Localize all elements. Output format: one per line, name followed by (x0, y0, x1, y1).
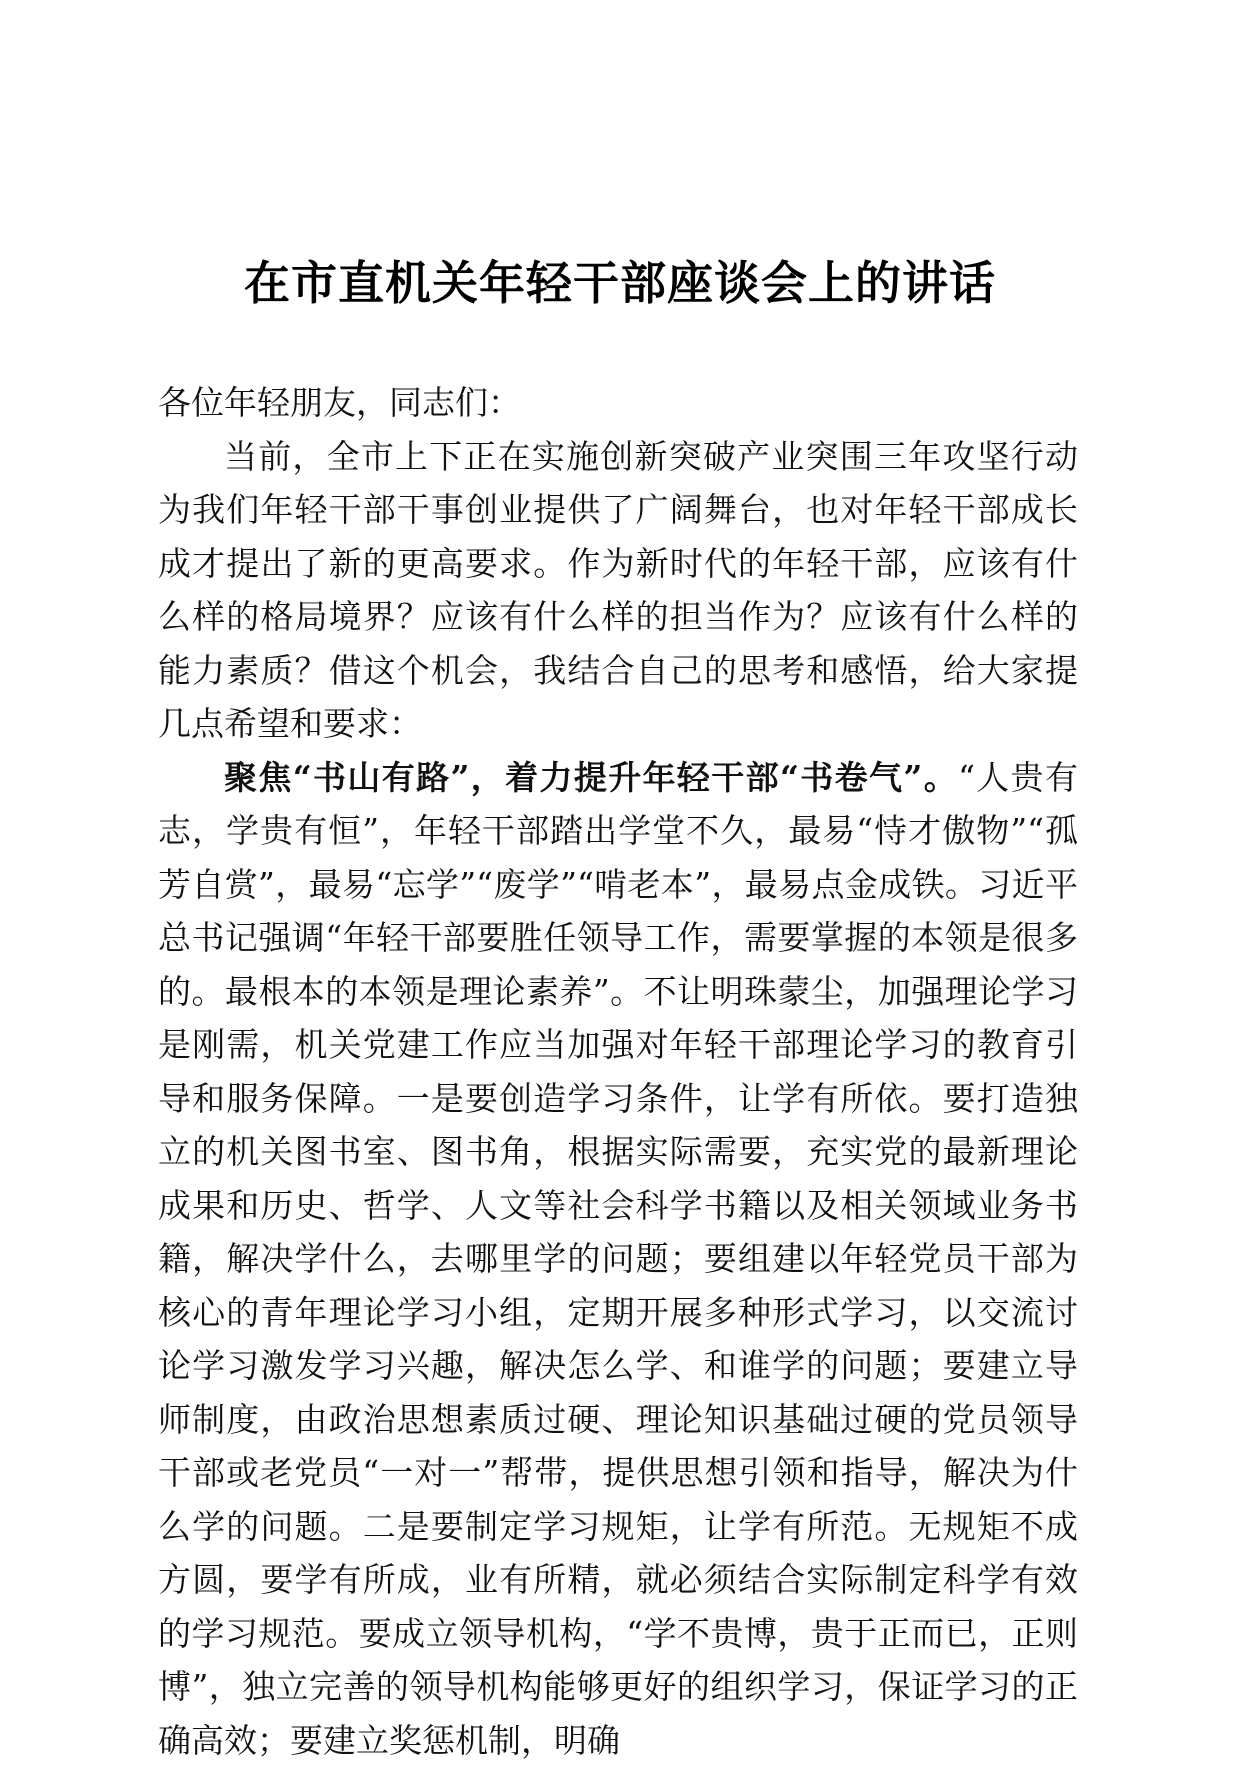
paragraph-section-one (158, 751, 1078, 1767)
section-heading: 聚焦“书山有路”，着力提升年轻干部“书卷气”。 (224, 758, 958, 797)
document-body (158, 376, 1078, 1767)
salutation: 各位年轻朋友，同志们： (158, 376, 1078, 430)
paragraph-intro: 当前，全市上下正在实施创新突破产业突围三年攻坚行动为我们年轻干部干事创业提供了广阔舞台，也对年轻干部成长成才提出了新的更高要求。作为新时代的年轻干部，应该有什么样的格局境界？应该有什么样的担当作为？应该有什么样的能力素质？借这个机会，我结合自己的思考和感悟，给大家提几点希望和要求： (158, 430, 1078, 751)
document-title: 在市直机关年轻干部座谈会上的讲话 (0, 253, 1240, 313)
section-body: “人贵有志，学贵有恒”，年轻干部踏出学堂不久，最易“恃才傲物”“孤芳自赏”，最易“忘学”“废学”“啃老本”，最易点金成铁。习近平总书记强调“年轻干部要胜任领导工作，需要掌握的本领是很多的。最根本的本领是理论素养”。不让明珠蒙尘，加强理论学习是刚需，机关党建工作应当加强对年轻干部理论学习的教育引导和服务保障。一是要创造学习条件，让学有所依。要打造独立的机关图书室、图书角，根据实际需要，充实党的最新理论成果和历史、哲学、人文等社会科学书籍以及相关领域业务书籍，解决学什么，去哪里学的问题；要组建以年轻党员干部为核心的青年理论学习小组，定期开展多种形式学习，以交流讨论学习激发学习兴趣，解决怎么学、和谁学的问题；要建立导师制度，由政治思想素质过硬、理论知识基础过硬的党员领导干部或老党员“一对一”帮带，提供思想引领和指导，解决为什么学的问题。二是要制定学习规矩，让学有所范。无规矩不成方圆，要学有所成，业有所精，就必须结合实际制定科学有效的学习规范。要成立领导机构，“学不贵博，贵于正而已，正则博”，独立完善的领导机构能够更好的组织学习，保证学习的正确高效；要建立奖惩机制，明确 (158, 758, 1078, 1760)
